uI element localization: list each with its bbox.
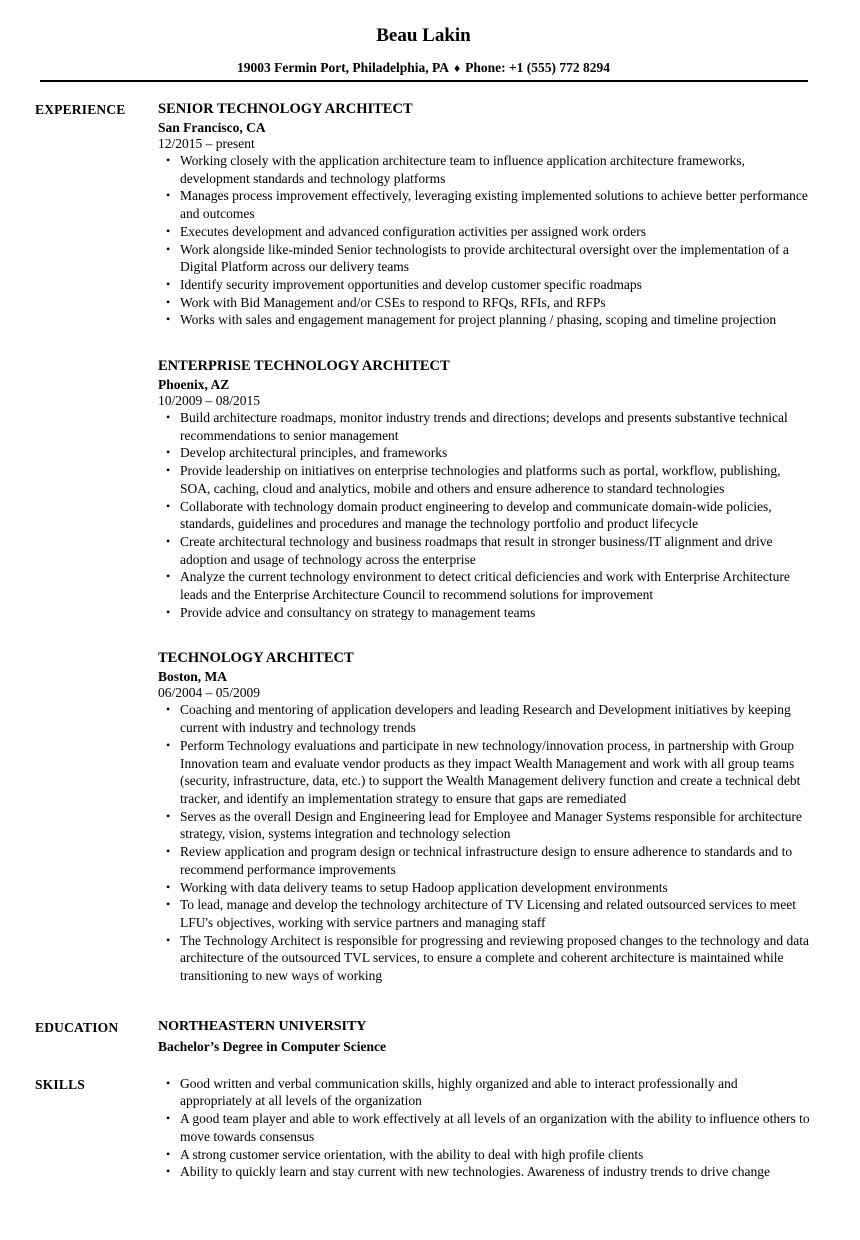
experience-label: EXPERIENCE	[35, 102, 126, 117]
bullet-item: • Build architecture roadmaps, monitor industry trends and directions; develops and presents substantive technical recommendations to senior management	[158, 409, 812, 444]
job-title: SENIOR TECHNOLOGY ARCHITECT	[158, 101, 413, 117]
person-name: Beau Lakin	[376, 25, 471, 46]
bullet-item: • Collaborate with technology domain product engineering to develop and communicate domain-wide policies, standards, guidelines and procedures and manage the technology portfolio and product lifecycle	[158, 498, 812, 533]
header-divider	[40, 80, 808, 82]
contact-line	[35, 59, 812, 77]
bullet-item: • Executes development and advanced configuration activities per assigned work orders	[158, 223, 812, 241]
diamond-icon: ♦	[453, 61, 461, 75]
job-dates: 12/2015 – present	[158, 136, 255, 151]
bullet-item: • Provide leadership on initiatives on enterprise technologies and platforms such as portal, workflow, publishing, SOA, caching, cloud and analytics, mobile and others and ensure adherence to standard technologies	[158, 462, 812, 497]
bullet-item: • Provide advice and consultancy on strategy to management teams	[158, 604, 812, 622]
address-text: 19003 Fermin Port, Philadelphia, PA	[236, 60, 449, 75]
bullet-item: • Review application and program design or technical infrastructure design to ensure adherence to standards and to recommend performance improvements	[158, 843, 812, 878]
job-entry-technology-architect	[158, 649, 812, 984]
skills-content	[158, 1075, 812, 1181]
experience-section	[35, 100, 812, 985]
bullet-item: • Good written and verbal communication skills, highly organized and able to interact professionally and appropriately at all levels of the organization	[158, 1075, 812, 1110]
phone-text: Phone: +1 (555) 772 8294	[465, 60, 611, 75]
bullet-item: • Working with data delivery teams to setup Hadoop application development environments	[158, 879, 812, 897]
bullet-item: • Analyze the current technology environment to detect critical deficiencies and work with Enterprise Architecture leads and the Enterprise Architecture Council to recommend solutions for improvement	[158, 568, 812, 603]
bullet-item: • Serves as the overall Design and Engineering lead for Employee and Manager Systems responsible for architecture strategy, vision, systems integration and technology selection	[158, 808, 812, 843]
education-section	[35, 1018, 812, 1055]
skills-label: SKILLS	[35, 1076, 85, 1092]
job-title: TECHNOLOGY ARCHITECT	[158, 650, 354, 667]
education-content	[158, 1018, 812, 1055]
job-dates: 10/2009 – 08/2015	[158, 393, 261, 409]
education-label: EDUCATION	[35, 1019, 119, 1035]
bullet-item: • Identify security improvement opportunities and develop customer specific roadmaps	[158, 276, 812, 294]
bullet-item: • Work with Bid Management and/or CSEs to respond to RFQs, RFIs, and RFPs	[158, 294, 812, 312]
bullet-item: • The Technology Architect is responsible for progressing and reviewing proposed changes to the technology and data architecture of the outsourced TVL services, to ensure a complete and coherent architecture is maintained while transitioning to new ways of working	[158, 932, 812, 985]
bullet-item: • Manages process improvement effectively, leveraging existing implemented solutions to achieve better performance and outcomes	[158, 187, 812, 222]
bullet-item: • A strong customer service orientation, with the ability to deal with high profile clients	[158, 1146, 812, 1164]
skills-bullet-list	[158, 1075, 812, 1181]
bullet-item: • Create architectural technology and business roadmaps that result in stronger business/IT alignment and drive adoption and usage of technology across the enterprise	[158, 533, 812, 568]
bullet-item: • Develop architectural principles, and frameworks	[158, 444, 812, 462]
job-location: Phoenix, AZ	[158, 377, 230, 393]
resume-header	[35, 0, 812, 82]
bullet-item: • A good team player and able to work effectively at all levels of an organization with the ability to influence others to move towards consensus	[158, 1110, 812, 1145]
job-bullet-list	[158, 409, 812, 621]
bullet-item: • To lead, manage and develop the technology architecture of TV Licensing and related outsourced services to meet LFU's objectives, working with service partners and managing staff	[158, 896, 812, 931]
bullet-item: • Work alongside like-minded Senior technologists to provide architectural oversight over the implementation of a Digital Platform across our delivery teams	[158, 241, 812, 276]
bullet-item: • Works with sales and engagement management for project planning / phasing, scoping and timeline projection	[158, 311, 812, 329]
job-entry-enterprise-technology-architect	[158, 357, 812, 621]
job-location: Boston, MA	[158, 669, 228, 685]
bullet-item: • Working closely with the application architecture team to influence application architecture frameworks, development standards and technology platforms	[158, 152, 812, 187]
skills-section	[35, 1075, 812, 1181]
bullet-item: • Coaching and mentoring of application developers and leading Research and Development initiatives by keeping current with industry and technology trends	[158, 701, 812, 736]
job-dates: 06/2004 – 05/2009	[158, 685, 261, 701]
bullet-item: • Perform Technology evaluations and participate in new technology/innovation process, in partnership with Group Innovation team and evaluate vendor products as they impact Wealth Management and work with all group teams (security, infrastructure, data, etc.) to support the Wealth Management delivery function and create a technical debt tracker, and identify an implementation strategy to ensure that gaps are remediated	[158, 737, 812, 808]
job-bullet-list	[158, 701, 812, 984]
job-title: ENTERPRISE TECHNOLOGY ARCHITECT	[158, 358, 450, 375]
experience-content	[158, 100, 812, 985]
job-bullet-list	[158, 152, 812, 329]
degree-name: Bachelor’s Degree in Computer Science	[158, 1038, 386, 1054]
bullet-item: • Ability to quickly learn and stay current with new technologies. Awareness of industry trends to drive change	[158, 1163, 812, 1181]
job-entry-senior-technology-architect	[158, 100, 812, 329]
job-location: San Francisco, CA	[158, 120, 266, 135]
school-name: NORTHEASTERN UNIVERSITY	[158, 1018, 367, 1034]
